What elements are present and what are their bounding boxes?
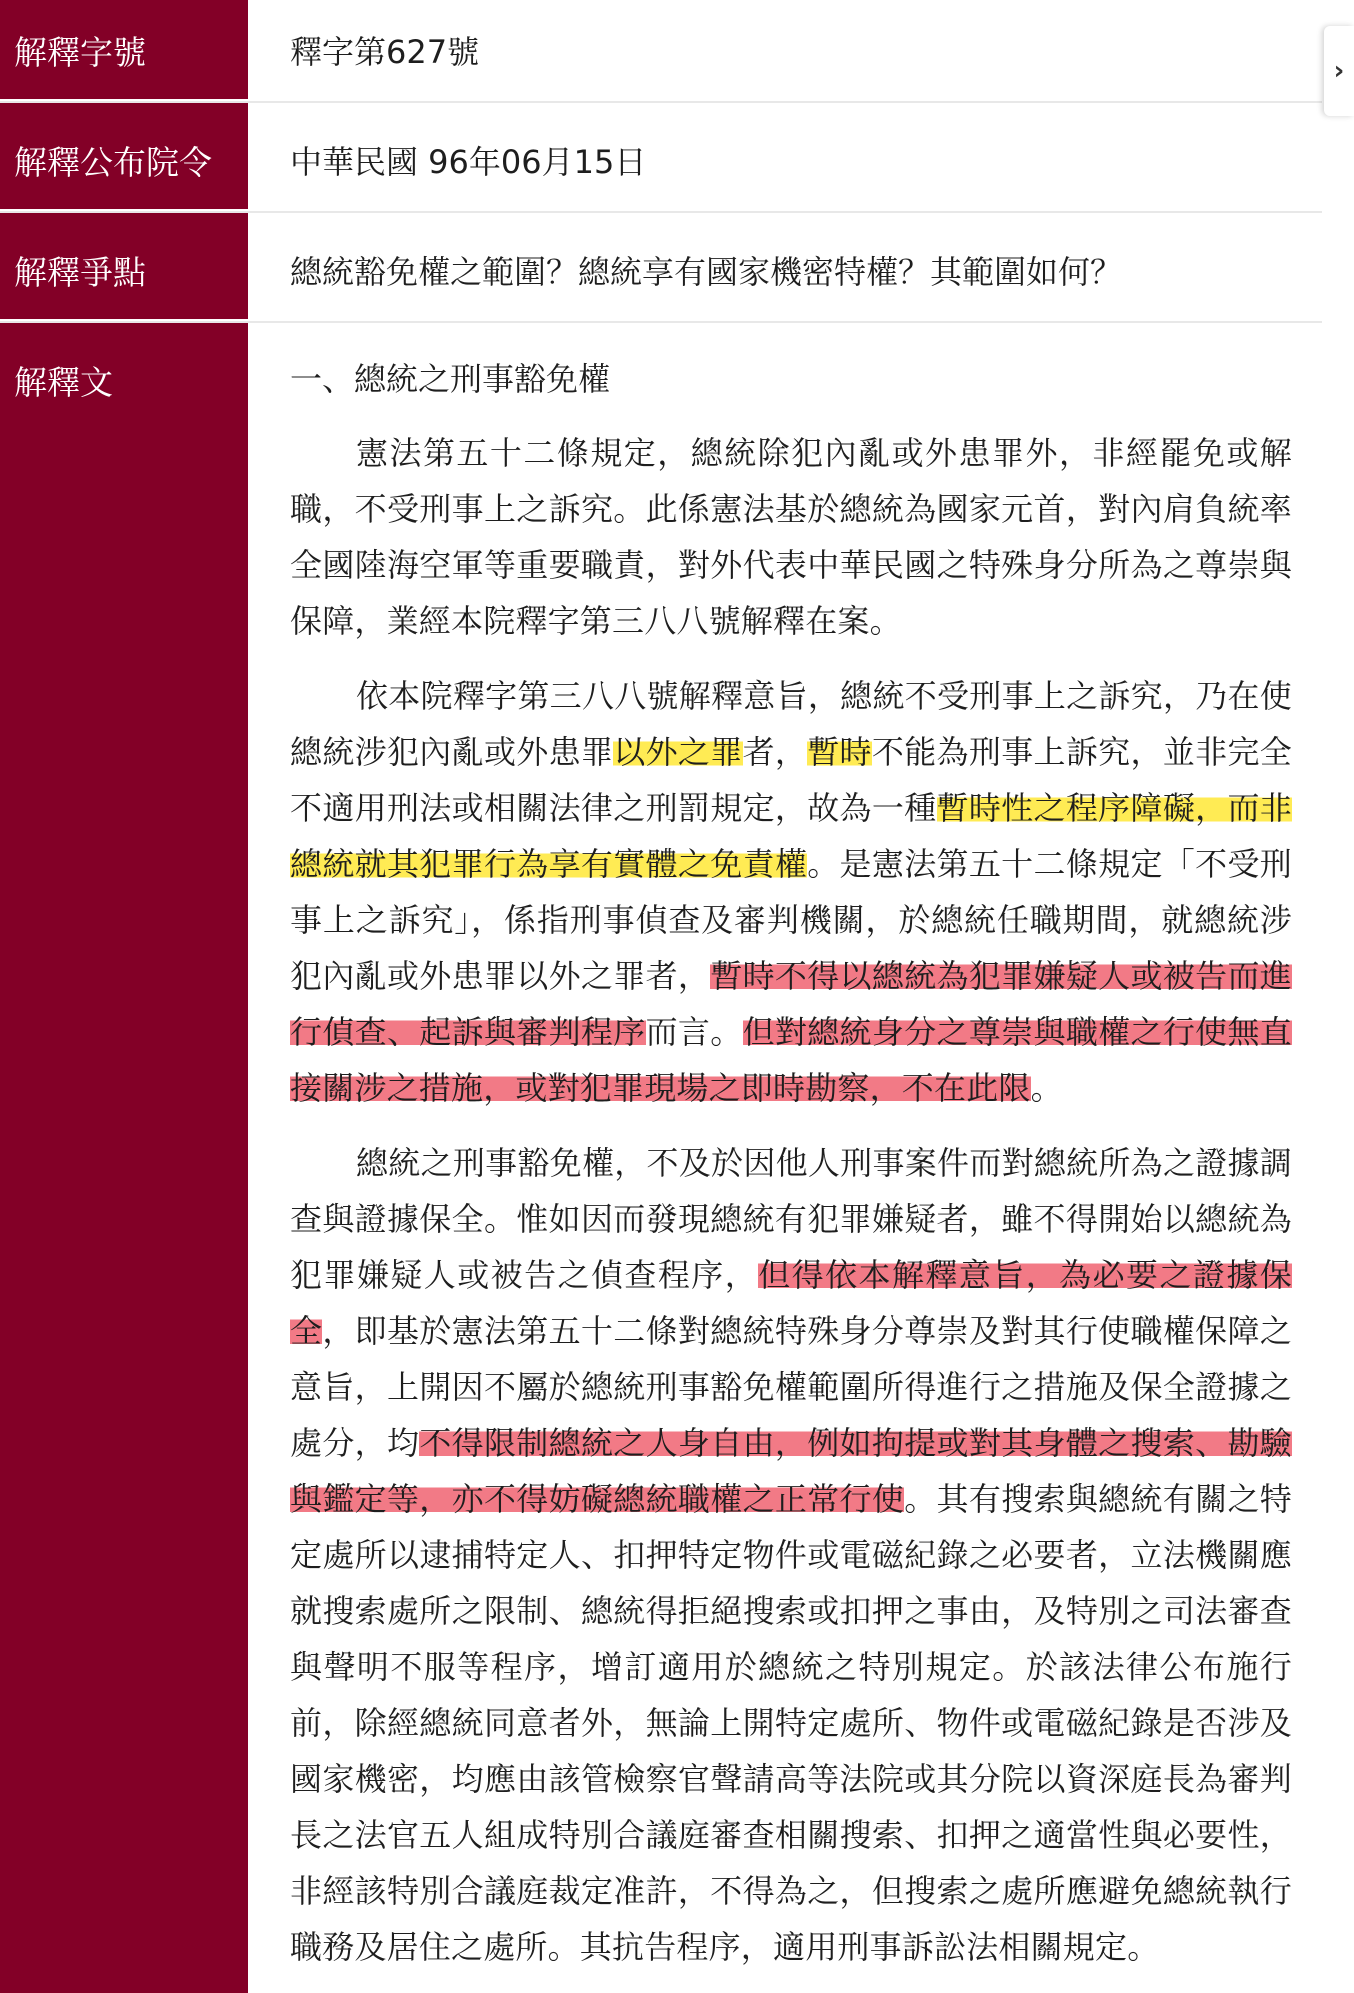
paragraph-3 bbox=[290, 1135, 1292, 1975]
highlight-red: 但得依本解釋意旨，為必要之證據保全 bbox=[290, 1256, 1293, 1350]
text-run: 。其有搜索與總統有關之特定處所以逮捕特定人、扣押特定物件或電磁紀錄之必要者，立法機關應就搜索處所之限制、總統得拒絕搜索或扣押之事由，及特別之司法審查與聲明不服等程序，增訂適用於總統之特別規定。於該法律公布施行前，除經總統同意者外，無論上開特定處所、物件或電磁紀錄是否涉及國家機密，均應由該管檢察官聲請高等法院或其分院以資深庭長為審判長之法官五人組成特別合議庭審查相關搜索、扣押之適當性與必要性，非經該特別合議庭裁定准許，不得為之，但搜索之處所應避免總統執行職務及居住之處所。其抗告程序，適用刑事訴訟法相關規定。 bbox=[290, 1480, 1292, 1966]
paragraph-1: 憲法第五十二條規定，總統除犯內亂或外患罪外，非經罷免或解職，不受刑事上之訴究。此係憲法基於總統為國家元首，對內肩負統率全國陸海空軍等重要職責，對外代表中華民國之特殊身分所為之尊崇與保障，業經本院釋字第三八八號解釋在案。 bbox=[290, 434, 1292, 640]
text-run: 總統之刑事豁免權，不及於因他人刑事案件而對總統所為之證據調查與證據保全。惟如因而發現總統有犯罪嫌疑者，雖不得開始以總統為犯罪嫌疑人或被告之偵查程序， bbox=[290, 1144, 1292, 1294]
highlight-red: 暫時不得以總統為犯罪嫌疑人或被告而進行偵查、起訴與審判程序 bbox=[290, 957, 1292, 1051]
row-issue bbox=[0, 213, 1322, 323]
label-promulgation-date: 解釋公布院令 bbox=[0, 103, 248, 211]
paragraph-2 bbox=[290, 668, 1292, 1116]
value-promulgation-date: 中華民國 96年06月15日 bbox=[290, 143, 647, 181]
text-run: 而言。 bbox=[645, 1013, 743, 1051]
text-run: 者， bbox=[742, 733, 808, 771]
text-run: ，即基於憲法第五十二條對總統特殊身分尊崇及對其行使職權保障之意旨，上開因不屬於總統刑事豁免權範圍所得進行之措施及保全證據之處分，均 bbox=[290, 1312, 1292, 1462]
text-run: 。 bbox=[1030, 1069, 1063, 1107]
label-issue: 解釋爭點 bbox=[0, 213, 248, 321]
text-run: 不能為刑事上訴究，並非完全不適用刑法或相關法律之刑罰規定，故為一種 bbox=[290, 733, 1292, 827]
text-run: 。是憲法第五十二條規定「不受刑事上之訴究」，係指刑事偵查及審判機關，於總統任職期間，就總統涉犯內亂或外患罪以外之罪者， bbox=[290, 845, 1292, 995]
value-interpretation-number: 釋字第627號 bbox=[290, 33, 480, 71]
label-interpretation-text: 解釋文 bbox=[0, 323, 248, 1993]
label-interpretation-number: 解釋字號 bbox=[0, 0, 248, 101]
row-interpretation-text bbox=[0, 323, 1322, 1993]
highlight-yellow: 以外之罪 bbox=[613, 733, 743, 771]
highlight-red: 不得限制總統之人身自由，例如拘提或對其身體之搜索、勘驗與鑑定等，亦不得妨礙總統職權之正常行使 bbox=[290, 1424, 1292, 1518]
highlight-red: 但對總統身分之尊崇與職權之行使無直接關涉之措施，或對犯罪現場之即時勘察，不在此限 bbox=[290, 1013, 1292, 1107]
side-panel-toggle-button[interactable] bbox=[1324, 26, 1354, 116]
highlight-yellow: 暫時性之程序障礙，而非總統就其犯罪行為享有實體之免責權 bbox=[290, 789, 1292, 883]
row-promulgation-date bbox=[0, 103, 1322, 213]
row-interpretation-number bbox=[0, 0, 1322, 103]
highlight-yellow: 暫時 bbox=[807, 733, 872, 771]
interpretation-text-body bbox=[248, 323, 1322, 1993]
chevron-right-icon: › bbox=[1333, 56, 1345, 86]
section-title: 一、總統之刑事豁免權 bbox=[290, 360, 611, 398]
text-run: 依本院釋字第三八八號解釋意旨，總統不受刑事上之訴究，乃在使總統涉犯內亂或外患罪 bbox=[290, 677, 1292, 771]
value-issue: 總統豁免權之範圍？總統享有國家機密特權？其範圍如何？ bbox=[290, 253, 1123, 291]
